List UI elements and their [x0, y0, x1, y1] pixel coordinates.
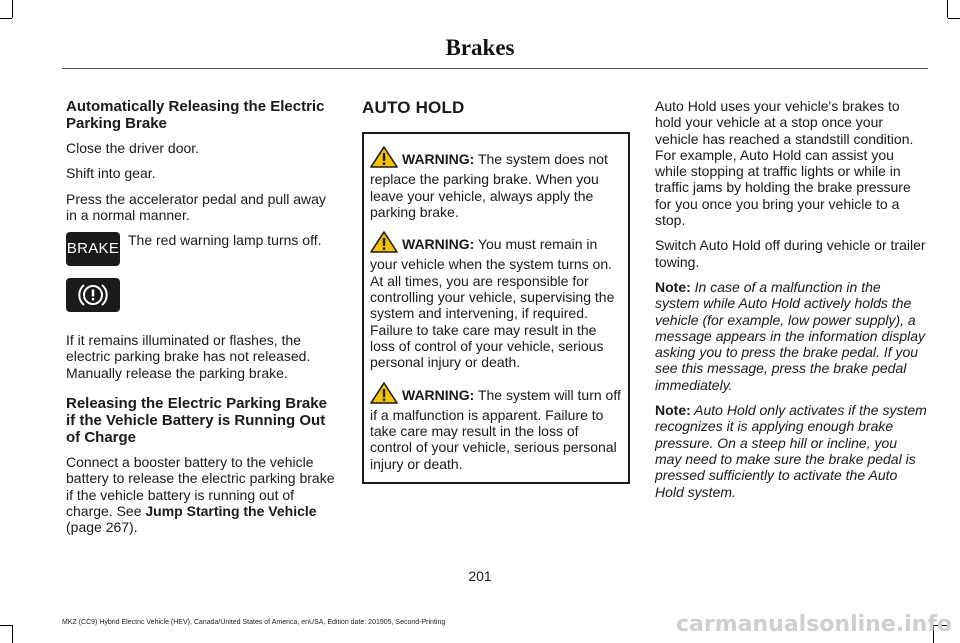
- section-heading: Releasing the Electric Parking Brake if the Vehicle Battery is Running Out of Charge: [66, 395, 327, 447]
- brake-symbol-lamp-row: [66, 276, 338, 316]
- watermark: carmanualsonline.info: [676, 612, 952, 637]
- crop-mark: [12, 0, 13, 18]
- crop-mark: [0, 18, 12, 19]
- paragraph-text: (page 267).: [66, 519, 138, 536]
- header-divider: [62, 68, 928, 69]
- note: [655, 279, 927, 393]
- section-heading: Automatically Releasing the Electric Parking Brake: [66, 98, 325, 132]
- warning-item: [370, 382, 622, 472]
- column-right: [655, 98, 927, 509]
- column-left: [66, 98, 338, 545]
- brake-warning-lamp-icon: BRAKE: [66, 232, 120, 266]
- note-label: Note:: [655, 402, 691, 419]
- warning-label: WARNING:: [402, 236, 475, 253]
- page-number: 201: [468, 568, 492, 584]
- paragraph: Auto Hold uses your vehicle's brakes to hold your vehicle at a stop once your vehicle has reached a standstill condition. For example, Auto Hold can assist you while stopping at traffic lights or while in traffic jams by holding the brake pressure for you once you bring your vehicle to a stop.: [655, 98, 914, 229]
- warning-triangle-icon: [370, 382, 398, 407]
- note-text: Auto Hold only activates if the system recognizes it is applying enough brake pressure. On a steep hill or incline, you may need to make sure the brake pedal is pressed sufficiently to activate the Auto Hold system.: [655, 402, 927, 500]
- crop-mark: [0, 625, 12, 626]
- note-text: In case of a malfunction in the system while Auto Hold actively holds the vehicle (for example, low power supply), a message appears in the information display asking you to press the brake pedal. If you see this message, press the brake pedal immediately.: [655, 278, 926, 393]
- lamp-description: The red warning lamp turns off.: [128, 232, 322, 249]
- note: [655, 402, 927, 500]
- paragraph: If it remains illuminated or flashes, the electric parking brake has not released. Manually release the parking brake.: [66, 332, 311, 381]
- paragraph: Switch Auto Hold off during vehicle or trailer towing.: [655, 237, 926, 270]
- paragraph: Press the accelerator pedal and pull away in a normal manner.: [66, 190, 326, 223]
- page-title: Brakes: [445, 35, 515, 60]
- warning-triangle-icon: [370, 231, 398, 256]
- crop-mark: [12, 625, 13, 643]
- warning-item: [370, 231, 622, 370]
- paragraph: Close the driver door.: [66, 140, 200, 156]
- section-heading: AUTO HOLD: [362, 98, 465, 117]
- paragraph-text: Connect a booster battery to the vehicle battery to release the electric parking brake if the vehicle battery is running out of charge. See: [66, 454, 335, 519]
- brake-circle-warning-icon: [66, 278, 120, 312]
- warning-box: [362, 132, 630, 484]
- paragraph: Shift into gear.: [66, 165, 156, 182]
- note-label: Note:: [655, 278, 691, 295]
- warning-item: [370, 146, 622, 220]
- edition-footer: MKZ (CC9) Hybrid Electric Vehicle (HEV), Canada/United States of America, enUSA, Edition date: 201905, Second-Printing: [62, 619, 446, 626]
- warning-triangle-icon: [370, 146, 398, 171]
- crop-mark: [947, 0, 948, 18]
- warning-label: WARNING:: [402, 151, 475, 167]
- cross-reference-link[interactable]: Jump Starting the Vehicle: [145, 502, 317, 519]
- column-middle: [362, 98, 630, 484]
- warning-text: The system does not replace the parking brake. When you leave your vehicle, always apply the parking brake.: [370, 151, 608, 220]
- warning-label: WARNING:: [402, 386, 475, 403]
- crop-mark: [948, 18, 960, 19]
- paragraph: [66, 454, 338, 535]
- warning-text: The system will turn off if a malfunction is apparent. Failure to take care may result in the loss of control of your vehicle, serious personal injury or death.: [370, 386, 621, 472]
- warning-text: You must remain in your vehicle when the system turns on. At all times, you are responsible for controlling your vehicle, supervising the system and intervening, if required. Failure to take care may result in the loss of control of your vehicle, serious personal injury or death.: [370, 236, 615, 371]
- brake-lamp-row: [66, 232, 338, 268]
